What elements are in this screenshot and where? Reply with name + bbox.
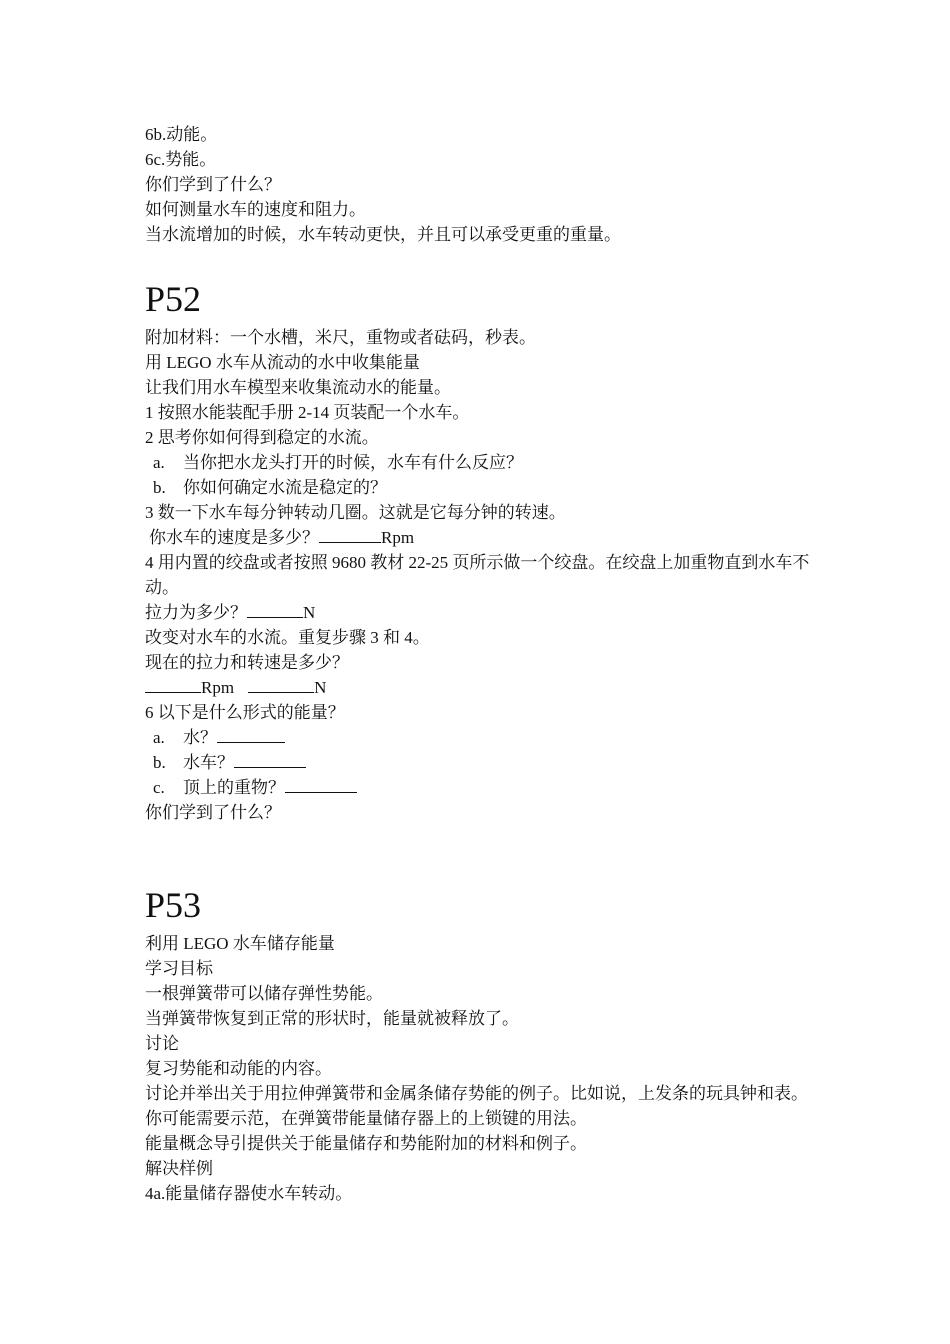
- p52-step-6b: [145, 750, 815, 775]
- p52-now-question: 现在的拉力和转速是多少？: [145, 653, 349, 672]
- p53-discuss-2: 讨论并举出关于用拉伸弹簧带和金属条储存势能的例子。比如说，上发条的玩具钟和表。: [145, 1084, 808, 1103]
- list-text: 当你把水龙头打开的时候，水车有什么反应？: [183, 453, 523, 472]
- answer-6b: 6b.动能。: [145, 125, 218, 144]
- p52-section: [145, 277, 815, 825]
- n-unit: N: [314, 678, 327, 697]
- p52-learned-question: 你们学到了什么？: [145, 803, 281, 822]
- force-question-text: 拉力为多少？: [145, 603, 247, 622]
- list-marker: b.: [153, 478, 166, 497]
- learned-answer-2: 当水流增加的时候，水车转动更快，并且可以承受更重的重量。: [145, 225, 621, 244]
- rpm-answer-blank[interactable]: [145, 677, 201, 693]
- list-text: 你如何确定水流是稳定的？: [183, 478, 387, 497]
- p52-step-1: 1 按照水能装配手册 2-14 页装配一个水车。: [145, 403, 470, 422]
- list-text: 水车？: [183, 753, 234, 772]
- waterwheel-blank[interactable]: [234, 752, 306, 768]
- document-page: [145, 122, 815, 1206]
- list-marker: b.: [153, 753, 166, 772]
- water-blank[interactable]: [217, 727, 285, 743]
- list-text: 水？: [183, 728, 217, 747]
- p53-solution-1: 4a.能量储存器使水车转动。: [145, 1184, 353, 1203]
- p53-discuss-4: 能量概念导引提供关于能量储存和势能附加的材料和例子。: [145, 1134, 587, 1153]
- p53-solution-label: 解决样例: [145, 1159, 213, 1178]
- n-answer-blank[interactable]: [248, 677, 314, 693]
- rpm-unit: Rpm: [201, 678, 235, 697]
- answer-6c: 6c.势能。: [145, 150, 217, 169]
- p52-step-4: 4 用内置的绞盘或者按照 9680 教材 22-25 页所示做一个绞盘。在绞盘上加重物直到水车不动。: [145, 553, 810, 597]
- p53-discuss-label: 讨论: [145, 1034, 179, 1053]
- list-marker: a.: [153, 728, 165, 747]
- list-marker: c.: [153, 778, 165, 797]
- p53-heading: P53: [145, 885, 202, 925]
- p53-goal-1: 一根弹簧带可以储存弹性势能。: [145, 984, 383, 1003]
- p52-now-answers: [145, 675, 815, 700]
- p52-change-flow: 改变对水车的水流。重复步骤 3 和 4。: [145, 628, 430, 647]
- p52-heading: P52: [145, 279, 202, 319]
- learned-answer-1: 如何测量水车的速度和阻力。: [145, 200, 366, 219]
- p53-goal-label: 学习目标: [145, 959, 213, 978]
- p52-speed-question: [145, 525, 815, 550]
- weight-blank[interactable]: [285, 777, 357, 793]
- p52-intro: 让我们用水车模型来收集流动水的能量。: [145, 378, 451, 397]
- p52-step-3: 3 数一下水车每分钟转动几圈。这就是它每分钟的转速。: [145, 503, 566, 522]
- speed-blank[interactable]: [319, 527, 381, 543]
- p52-step-6a: [145, 725, 815, 750]
- p53-goal-2: 当弹簧带恢复到正常的形状时，能量就被释放了。: [145, 1009, 519, 1028]
- rpm-unit: Rpm: [381, 528, 415, 547]
- list-marker: a.: [153, 453, 165, 472]
- p52-force-question: [145, 600, 815, 625]
- learned-question: 你们学到了什么？: [145, 175, 281, 194]
- p53-title: 利用 LEGO 水车储存能量: [145, 934, 335, 953]
- p53-discuss-1: 复习势能和动能的内容。: [145, 1059, 332, 1078]
- p53-section: [145, 883, 815, 1206]
- p52-step-6: 6 以下是什么形式的能量？: [145, 703, 345, 722]
- n-unit: N: [303, 603, 316, 622]
- p53-discuss-3: 你可能需要示范，在弹簧带能量储存器上的上锁键的用法。: [145, 1109, 587, 1128]
- p52-title: 用 LEGO 水车从流动的水中收集能量: [145, 353, 420, 372]
- p52-step-6c: [145, 775, 815, 800]
- force-blank[interactable]: [247, 602, 303, 618]
- p52-step-2b: [145, 475, 815, 500]
- speed-question-text: 你水车的速度是多少？: [149, 528, 319, 547]
- p52-step-2a: [145, 450, 815, 475]
- p52-step-2: 2 思考你如何得到稳定的水流。: [145, 428, 379, 447]
- intro-section: [145, 122, 815, 247]
- list-text: 顶上的重物？: [183, 778, 285, 797]
- p52-materials: 附加材料：一个水槽，米尺，重物或者砝码，秒表。: [145, 328, 536, 347]
